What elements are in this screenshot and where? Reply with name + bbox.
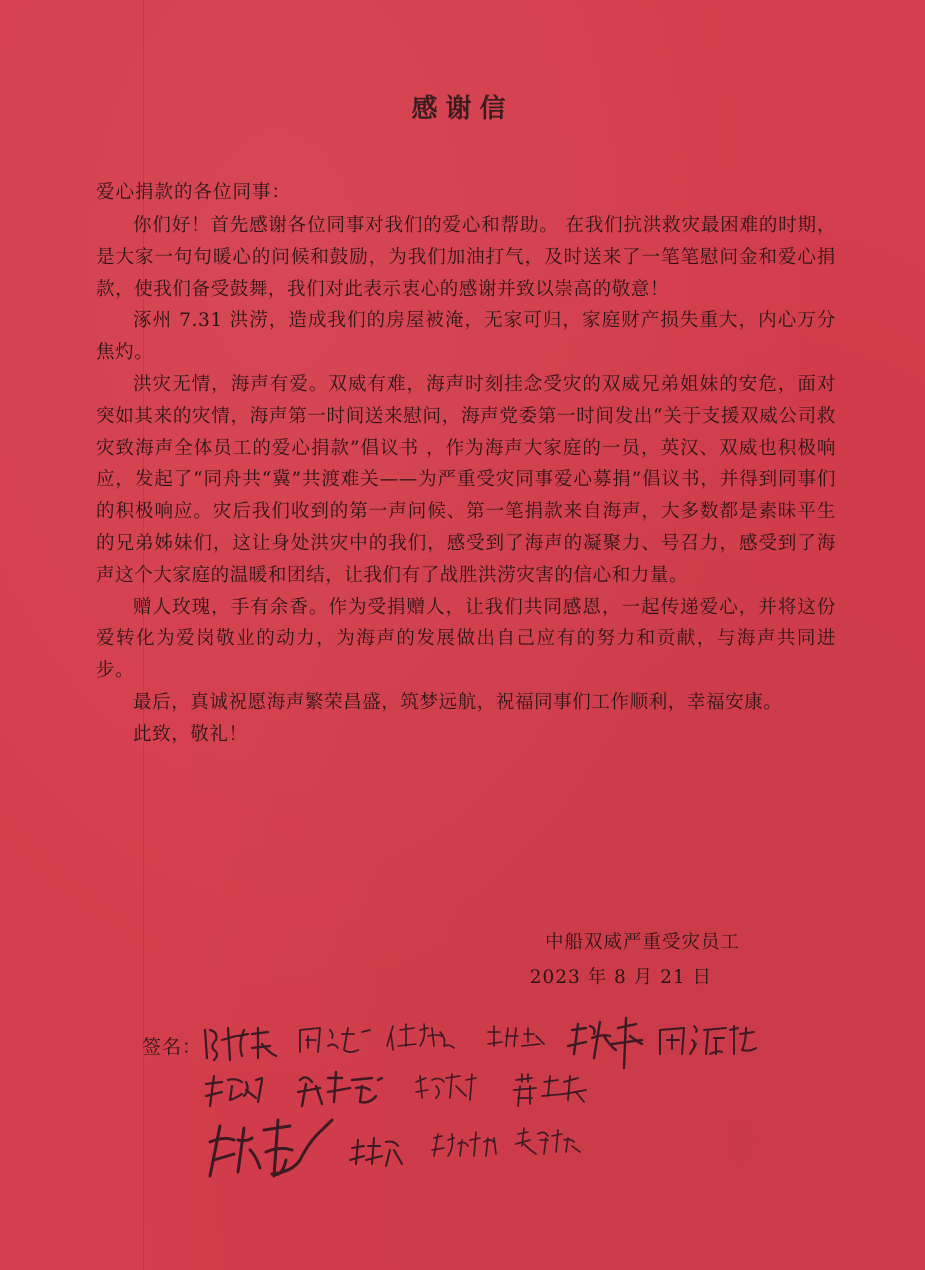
signature: [488, 1026, 544, 1046]
signature: [660, 1026, 756, 1054]
signature: [298, 1072, 382, 1106]
signature: [432, 1132, 496, 1156]
signature: [206, 1076, 262, 1106]
signature: [514, 1074, 586, 1106]
signature: [350, 1138, 402, 1166]
signature: [300, 1028, 370, 1052]
letter-date: 2023 年 8 月 21 日: [529, 967, 712, 988]
letter-body: [96, 210, 836, 751]
body-paragraph: 你们好！首先感谢各位同事对我们的爱心和帮助。 在我们抗洪救灾最困难的时期，是大家一句句暖心的问候和鼓励，为我们加油打气，及时送来了一笔笔慰问金和爱心捐款，使我们备受鼓舞，我们对此表示衷心的感谢并致以崇高的敬意！: [96, 215, 836, 300]
body-paragraph: 洪灾无情，海声有爱。双威有难，海声时刻挂念受灾的双威兄弟姐妹的安危，面对突如其来的灾情，海声第一时间送来慰问，海声党委第一时间发出“关于支援双威公司救灾致海声全体员工的爱心捐款”倡议书 ，作为海声大家庭的一员，英汉、双威也积极响应，发起了“同舟共“冀”共渡难关——为严重受灾同事爱心募捐”倡议书，并得到同事们的积极响应。灾后我们收到的第一声问候、第一笔捐款来自海声，大多数都是素昧平生的兄弟姊妹们，这让身处洪灾中的我们，感受到了海声的凝聚力、号召力，感受到了海声这个大家庭的温暖和团结，让我们有了战胜洪涝灾害的信心和力量。: [96, 373, 836, 586]
signature: [416, 1074, 476, 1100]
body-paragraph: 最后，真诚祝愿海声繁荣昌盛，筑梦远航，祝福同事们工作顺利，幸福安康。: [133, 691, 783, 713]
signature: [210, 1120, 332, 1176]
sender-name: 中船双威严重受灾员工: [544, 932, 740, 953]
body-paragraph: 赠人玫瑰，手有余香。作为受捐赠人，让我们共同感恩，一起传递爱心，并将这份爱转化为爱岗敬业的动力，为海声的发展做出自己应有的努力和贡献，与海声共同进步。: [96, 596, 836, 682]
letter-title: 感谢信: [411, 94, 514, 124]
salutation: 爱心捐款的各位同事：: [96, 182, 292, 203]
signature: [568, 1018, 642, 1068]
signature: [387, 1024, 454, 1050]
body-paragraph: 涿州 7.31 洪涝，造成我们的房屋被淹，无家可归，家庭财产损失重大，内心万分焦灼。: [96, 310, 836, 364]
signature: [205, 1028, 276, 1060]
closing-greeting: 此致，敬礼！: [133, 723, 248, 745]
signature: [516, 1128, 580, 1154]
signature-label: 签名：: [142, 1036, 203, 1058]
